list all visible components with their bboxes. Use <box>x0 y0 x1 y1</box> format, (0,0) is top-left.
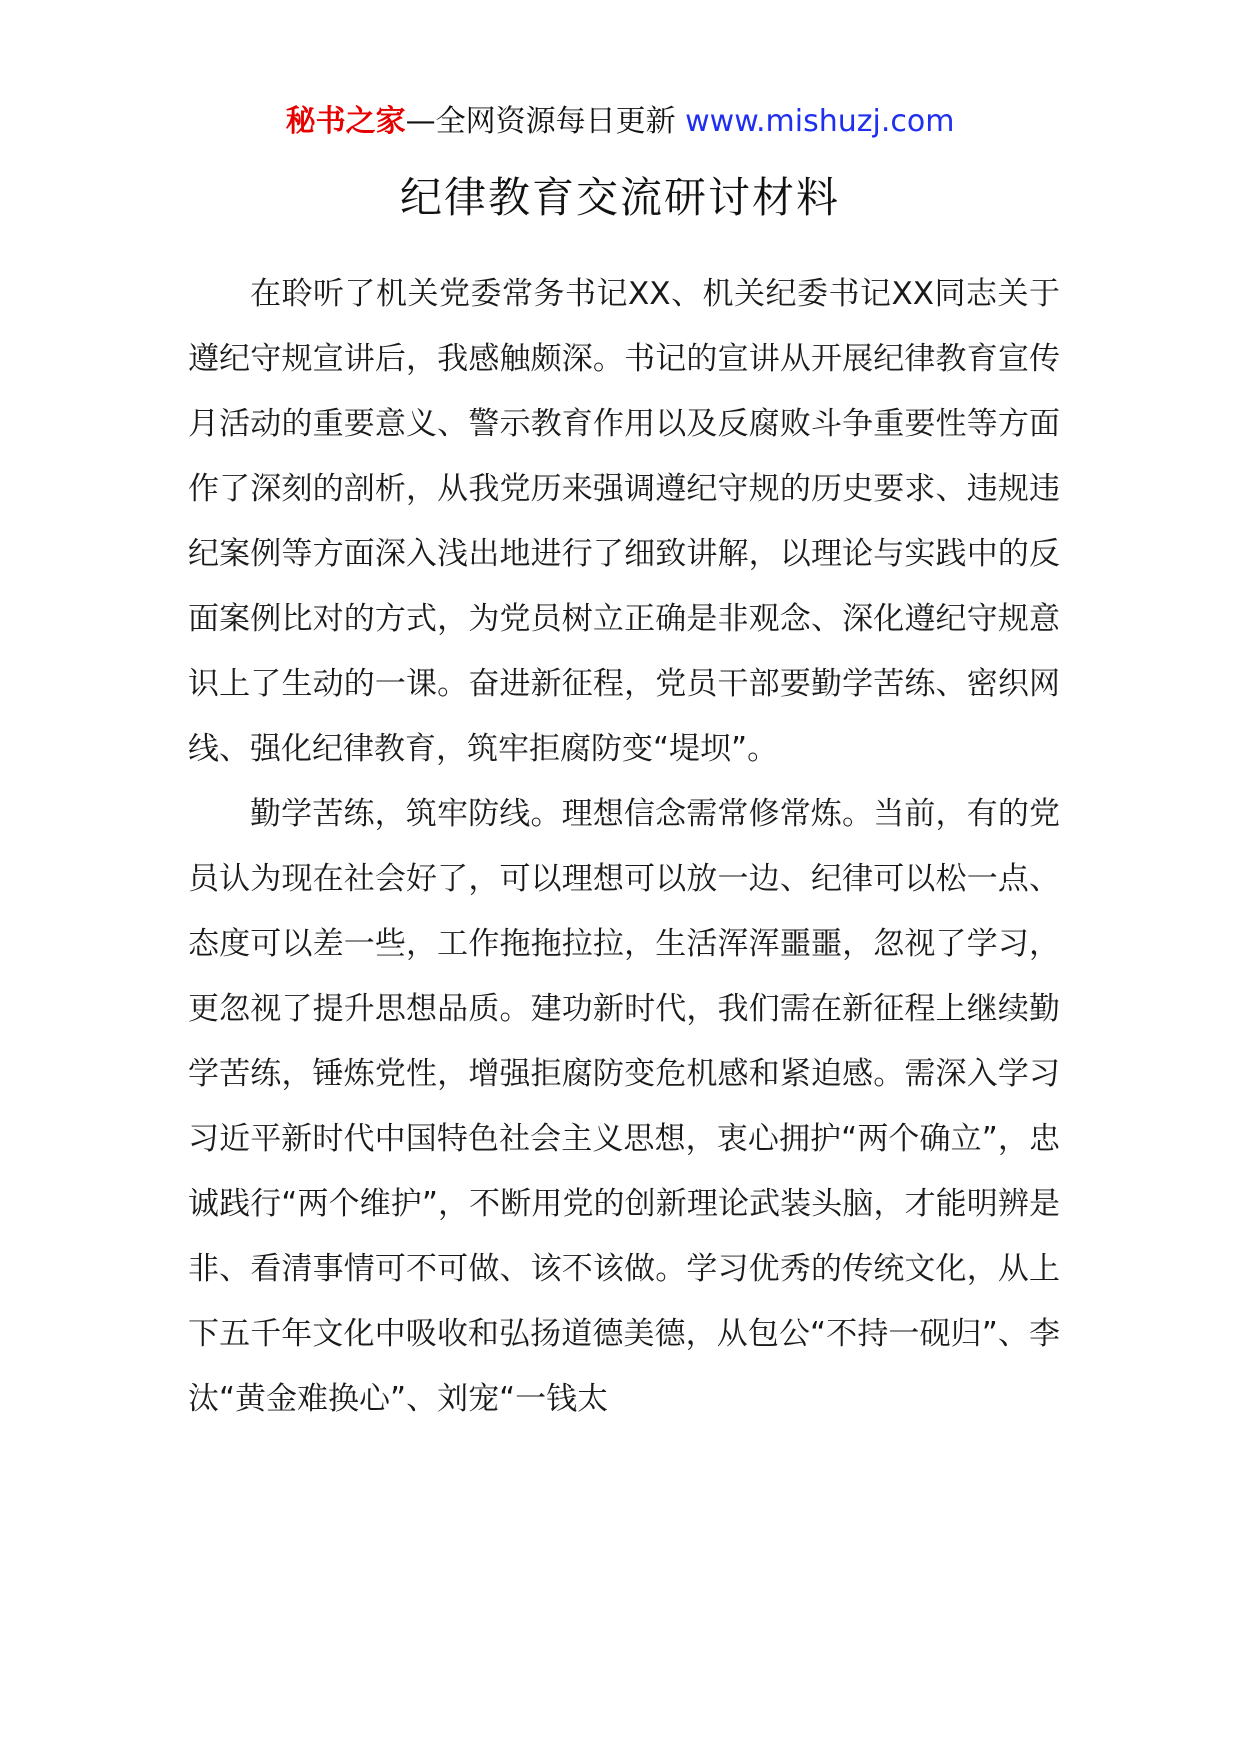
paragraph-study: 勤学苦练，筑牢防线。理想信念需常修常炼。当前，有的党员认为现在社会好了，可以理想可以放一边、纪律可以松一点、态度可以差一些，工作拖拖拉拉，生活浑浑噩噩，忽视了学习，更忽视了提升思想品质。建功新时代，我们需在新征程上继续勤学苦练，锤炼党性，增强拒腐防变危机感和紧迫感。需深入学习习近平新时代中国特色社会主义思想，衷心拥护“两个确立”，忠诚践行“两个维护”，不断用党的创新理论武装头脑，才能明辨是非、看清事情可不可做、该不该做。学习优秀的传统文化，从上下五千年文化中吸收和弘扬道德美德，从包公“不持一砚归”、李汰“黄金难换心”、刘宠“一钱太 <box>188 796 1060 1417</box>
header-tagline: —全网资源每日更新 <box>405 104 676 139</box>
paragraph-intro: 在聆听了机关党委常务书记XX、机关纪委书记XX同志关于遵纪守规宣讲后，我感触颇深。书记的宣讲从开展纪律教育宣传月活动的重要意义、警示教育作用以及反腐败斗争重要性等方面作了深刻的剖析，从我党历来强调遵纪守规的历史要求、违规违纪案例等方面深入浅出地进行了细致讲解，以理论与实践中的反面案例比对的方式，为党员树立正确是非观念、深化遵纪守规意识上了生动的一课。奋进新征程，党员干部要勤学苦练、密织网线、强化纪律教育，筑牢拒腐防变“堤坝”。 <box>188 276 1060 767</box>
site-header <box>0 100 1240 144</box>
document-title: 纪律教育交流研讨材料 <box>399 173 840 222</box>
document-body <box>188 262 1060 1432</box>
site-url-link[interactable]: www.mishuzj.com <box>685 104 955 139</box>
brand-name: 秘书之家 <box>285 104 406 139</box>
